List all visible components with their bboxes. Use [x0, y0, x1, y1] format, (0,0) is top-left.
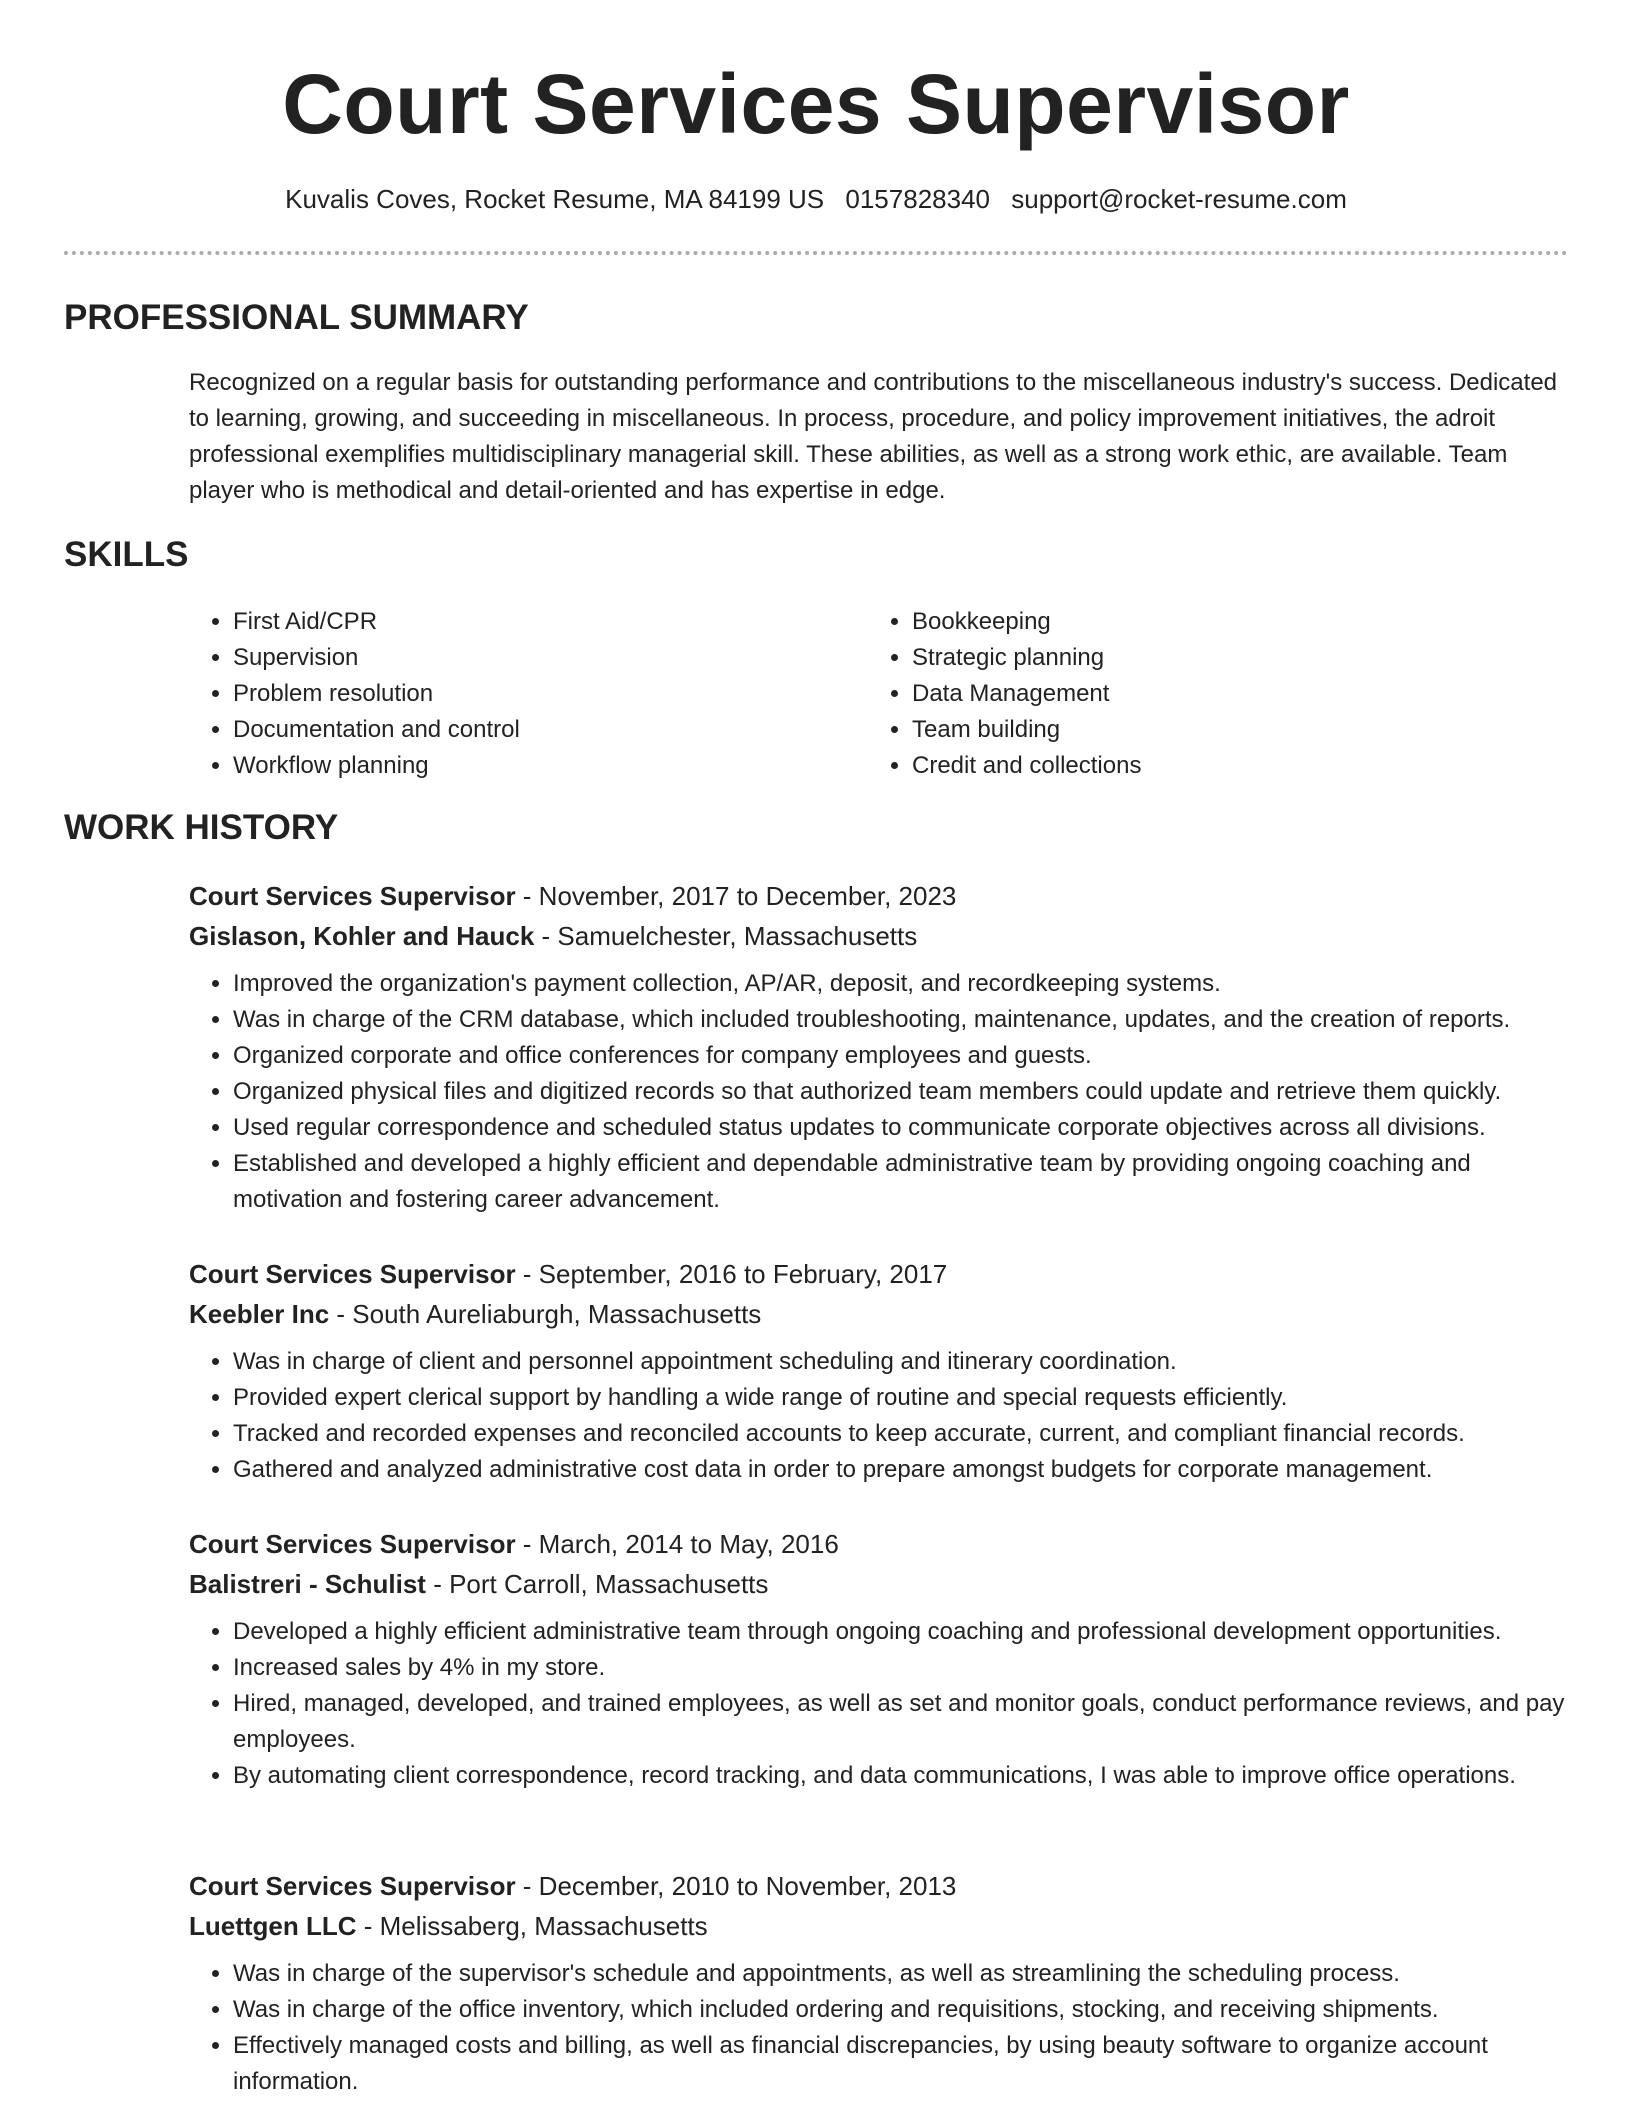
- job-bullet: • Used regular correspondence and scheduled status updates to communicate corporate objectives across all divisions.: [233, 1110, 1574, 1146]
- job-entry: [189, 1254, 1574, 1488]
- skill-item: • First Aid/CPR: [233, 604, 520, 640]
- job-company-line: [189, 1564, 1574, 1604]
- job-company: Keebler Inc: [189, 1299, 330, 1329]
- job-entry: [189, 1866, 1574, 2100]
- job-bullets: [189, 1344, 1574, 1488]
- job-bullet: • By automating client correspondence, record tracking, and data communications, I was able to improve office operations.: [233, 1758, 1574, 1794]
- job-bullet: • Established and developed a highly efficient and dependable administrative team by providing ongoing coaching and motivation and fostering career advancement.: [233, 1146, 1574, 1218]
- job-bullets: [189, 1956, 1574, 2100]
- job-company-line: [189, 1906, 1574, 1946]
- job-bullet: • Was in charge of the office inventory, which included ordering and requisitions, stocking, and receiving shipments.: [233, 1992, 1574, 2028]
- job-title: Court Services Supervisor: [189, 1259, 516, 1289]
- job-location: - South Aureliaburgh, Massachusetts: [329, 1299, 762, 1329]
- job-dates: - March, 2014 to May, 2016: [515, 1529, 839, 1559]
- job-bullets: [189, 1614, 1574, 1794]
- section-title-skills: SKILLS: [64, 535, 189, 574]
- job-bullets: [189, 966, 1574, 1218]
- job-bullet: • Was in charge of the CRM database, which included troubleshooting, maintenance, updates, and the creation of reports.: [233, 1002, 1574, 1038]
- job-bullet: • Hired, managed, developed, and trained employees, as well as set and monitor goals, conduct performance reviews, and pay employees.: [233, 1686, 1574, 1758]
- skill-item: • Documentation and control: [233, 712, 520, 748]
- job-dates: - September, 2016 to February, 2017: [515, 1259, 948, 1289]
- job-title: Court Services Supervisor: [189, 881, 516, 911]
- job-bullet: • Effectively managed costs and billing, as well as financial discrepancies, by using beauty software to organize account information.: [233, 2028, 1574, 2100]
- section-title-summary: PROFESSIONAL SUMMARY: [64, 298, 529, 337]
- contact-address: Kuvalis Coves, Rocket Resume, MA 84199 US: [285, 184, 825, 214]
- job-bullet: • Developed a highly efficient administrative team through ongoing coaching and professional development opportunities.: [233, 1614, 1574, 1650]
- section-title-work-history: WORK HISTORY: [64, 808, 339, 847]
- job-bullet: • Tracked and recorded expenses and reconciled accounts to keep accurate, current, and compliant financial records.: [233, 1416, 1574, 1452]
- candidate-name: Court Services Supervisor: [282, 57, 1350, 151]
- job-entry: [189, 1524, 1574, 1794]
- skill-item: • Strategic planning: [912, 640, 1141, 676]
- job-dates: - November, 2017 to December, 2023: [515, 881, 957, 911]
- job-bullet: • Was in charge of the supervisor's schedule and appointments, as well as streamlining the scheduling process.: [233, 1956, 1574, 1992]
- job-title: Court Services Supervisor: [189, 1871, 516, 1901]
- skill-item: • Credit and collections: [912, 748, 1141, 784]
- skills-list-left: [189, 604, 520, 784]
- job-title-line: [189, 1524, 1574, 1564]
- contact-email[interactable]: support@rocket-resume.com: [1011, 184, 1347, 214]
- job-title-line: [189, 1254, 1574, 1294]
- skill-item: • Workflow planning: [233, 748, 520, 784]
- skill-item: • Bookkeeping: [912, 604, 1141, 640]
- job-bullet: • Was in charge of client and personnel appointment scheduling and itinerary coordination.: [233, 1344, 1574, 1380]
- skill-item: • Supervision: [233, 640, 520, 676]
- job-bullet: • Improved the organization's payment collection, AP/AR, deposit, and recordkeeping systems.: [233, 966, 1574, 1002]
- job-title: Court Services Supervisor: [189, 1529, 516, 1559]
- skill-item: • Data Management: [912, 676, 1141, 712]
- job-title-line: [189, 876, 1574, 916]
- job-location: - Melissaberg, Massachusetts: [356, 1911, 708, 1941]
- contact-line: [0, 181, 1632, 217]
- skills-list-right: [868, 604, 1141, 784]
- job-title-line: [189, 1866, 1574, 1906]
- job-company: Balistreri - Schulist: [189, 1569, 426, 1599]
- job-bullet: • Organized corporate and office conferences for company employees and guests.: [233, 1038, 1574, 1074]
- job-company-line: [189, 916, 1574, 956]
- job-location: - Port Carroll, Massachusetts: [425, 1569, 769, 1599]
- job-bullet: • Provided expert clerical support by handling a wide range of routine and special requests efficiently.: [233, 1380, 1574, 1416]
- job-entry: [189, 876, 1574, 1218]
- job-bullet: • Organized physical files and digitized records so that authorized team members could update and retrieve them quickly.: [233, 1074, 1574, 1110]
- skill-item: • Team building: [912, 712, 1141, 748]
- job-company: Gislason, Kohler and Hauck: [189, 921, 535, 951]
- job-dates: - December, 2010 to November, 2013: [515, 1871, 957, 1901]
- header-divider: [64, 251, 1568, 255]
- job-bullet: • Gathered and analyzed administrative cost data in order to prepare amongst budgets for corporate management.: [233, 1452, 1574, 1488]
- contact-phone: 0157828340: [845, 184, 990, 214]
- skill-item: • Problem resolution: [233, 676, 520, 712]
- job-location: - Samuelchester, Massachusetts: [534, 921, 918, 951]
- job-bullet: • Increased sales by 4% in my store.: [233, 1650, 1574, 1686]
- job-company: Luettgen LLC: [189, 1911, 357, 1941]
- job-company-line: [189, 1294, 1574, 1334]
- summary-text: Recognized on a regular basis for outstanding performance and contributions to the miscellaneous industry's success. Dedicated to learning, growing, and succeeding in miscellaneous. In process, procedure, and policy improvement initiatives, the adroit professional exemplifies multidisciplinary managerial skill. These abilities, as well as a strong work ethic, are available. Team player who is methodical and detail-oriented and has expertise in edge.: [189, 369, 1558, 504]
